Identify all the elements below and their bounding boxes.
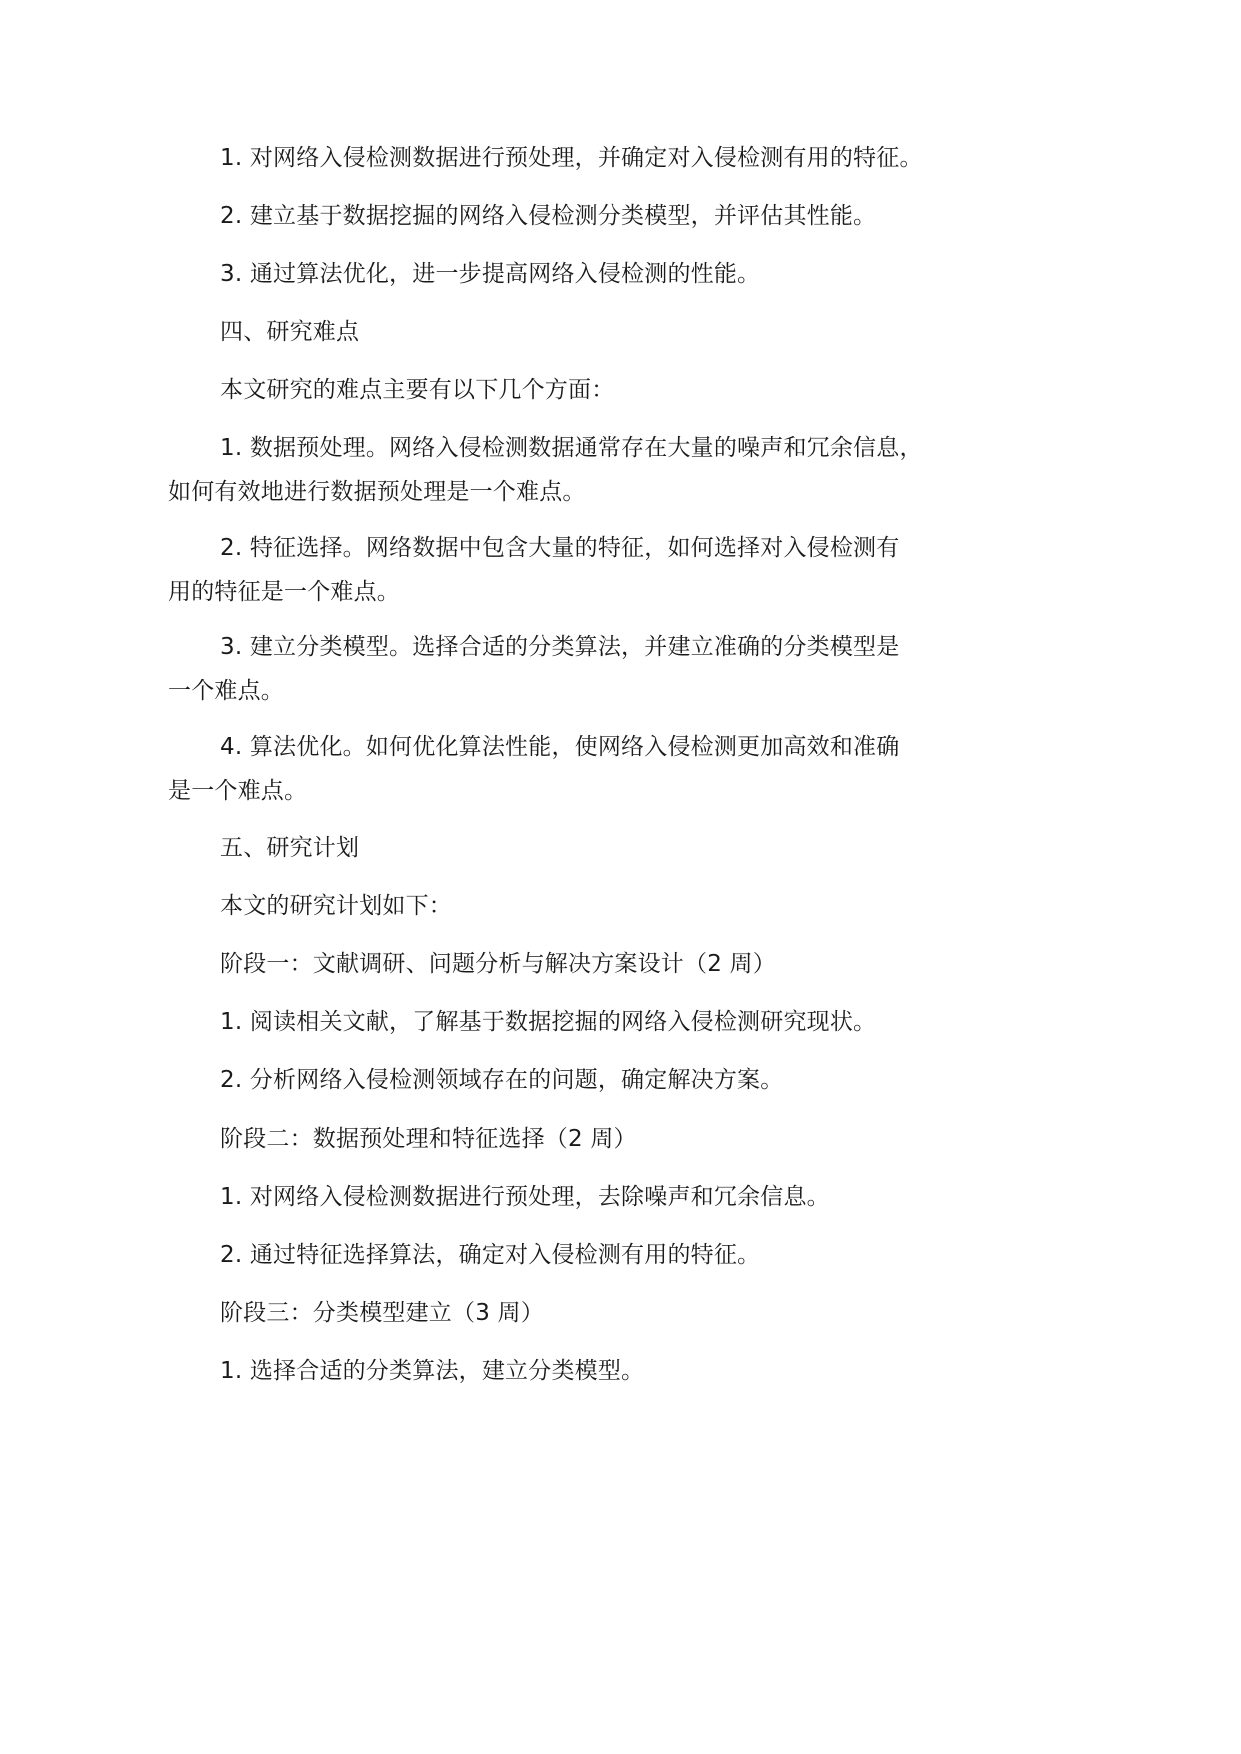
stage-1-item-1: 1. 阅读相关文献，了解基于数据挖掘的网络入侵检测研究现状。 (220, 1009, 877, 1035)
difficulty-item-1: 1. 数据预处理。网络入侵检测数据通常存在大量的噪声和冗余信息， 如何有效地进行数据预处理是一个难点。 (168, 435, 923, 505)
section-heading-plan: 五、研究计划 (220, 835, 360, 861)
stage-1-heading: 阶段一：文献调研、问题分析与解决方案设计（2 周） (220, 951, 776, 977)
objective-item-2: 2. 建立基于数据挖掘的网络入侵检测分类模型，并评估其性能。 (220, 203, 877, 229)
difficulty-item-4: 4. 算法优化。如何优化算法性能，使网络入侵检测更加高效和准确 是一个难点。 (168, 734, 900, 804)
stage-2-item-2: 2. 通过特征选择算法，确定对入侵检测有用的特征。 (220, 1242, 761, 1268)
stage-3-item-1: 1. 选择合适的分类算法，建立分类模型。 (220, 1358, 645, 1384)
stage-2-item-1: 1. 对网络入侵检测数据进行预处理，去除噪声和冗余信息。 (220, 1184, 830, 1210)
objective-item-3: 3. 通过算法优化，进一步提高网络入侵检测的性能。 (220, 261, 761, 287)
plan-intro: 本文的研究计划如下： (220, 893, 452, 919)
difficulty-item-3: 3. 建立分类模型。选择合适的分类算法，并建立准确的分类模型是 一个难点。 (168, 634, 900, 704)
stage-3-heading: 阶段三：分类模型建立（3 周） (220, 1300, 544, 1326)
section-heading-difficulties: 四、研究难点 (220, 319, 360, 345)
objective-item-1: 1. 对网络入侵检测数据进行预处理，并确定对入侵检测有用的特征。 (220, 145, 923, 171)
difficulty-item-2: 2. 特征选择。网络数据中包含大量的特征，如何选择对入侵检测有 用的特征是一个难点。 (168, 535, 900, 605)
stage-1-item-2: 2. 分析网络入侵检测领域存在的问题，确定解决方案。 (220, 1067, 784, 1093)
stage-2-heading: 阶段二：数据预处理和特征选择（2 周） (220, 1126, 637, 1152)
difficulties-intro: 本文研究的难点主要有以下几个方面： (220, 377, 615, 403)
